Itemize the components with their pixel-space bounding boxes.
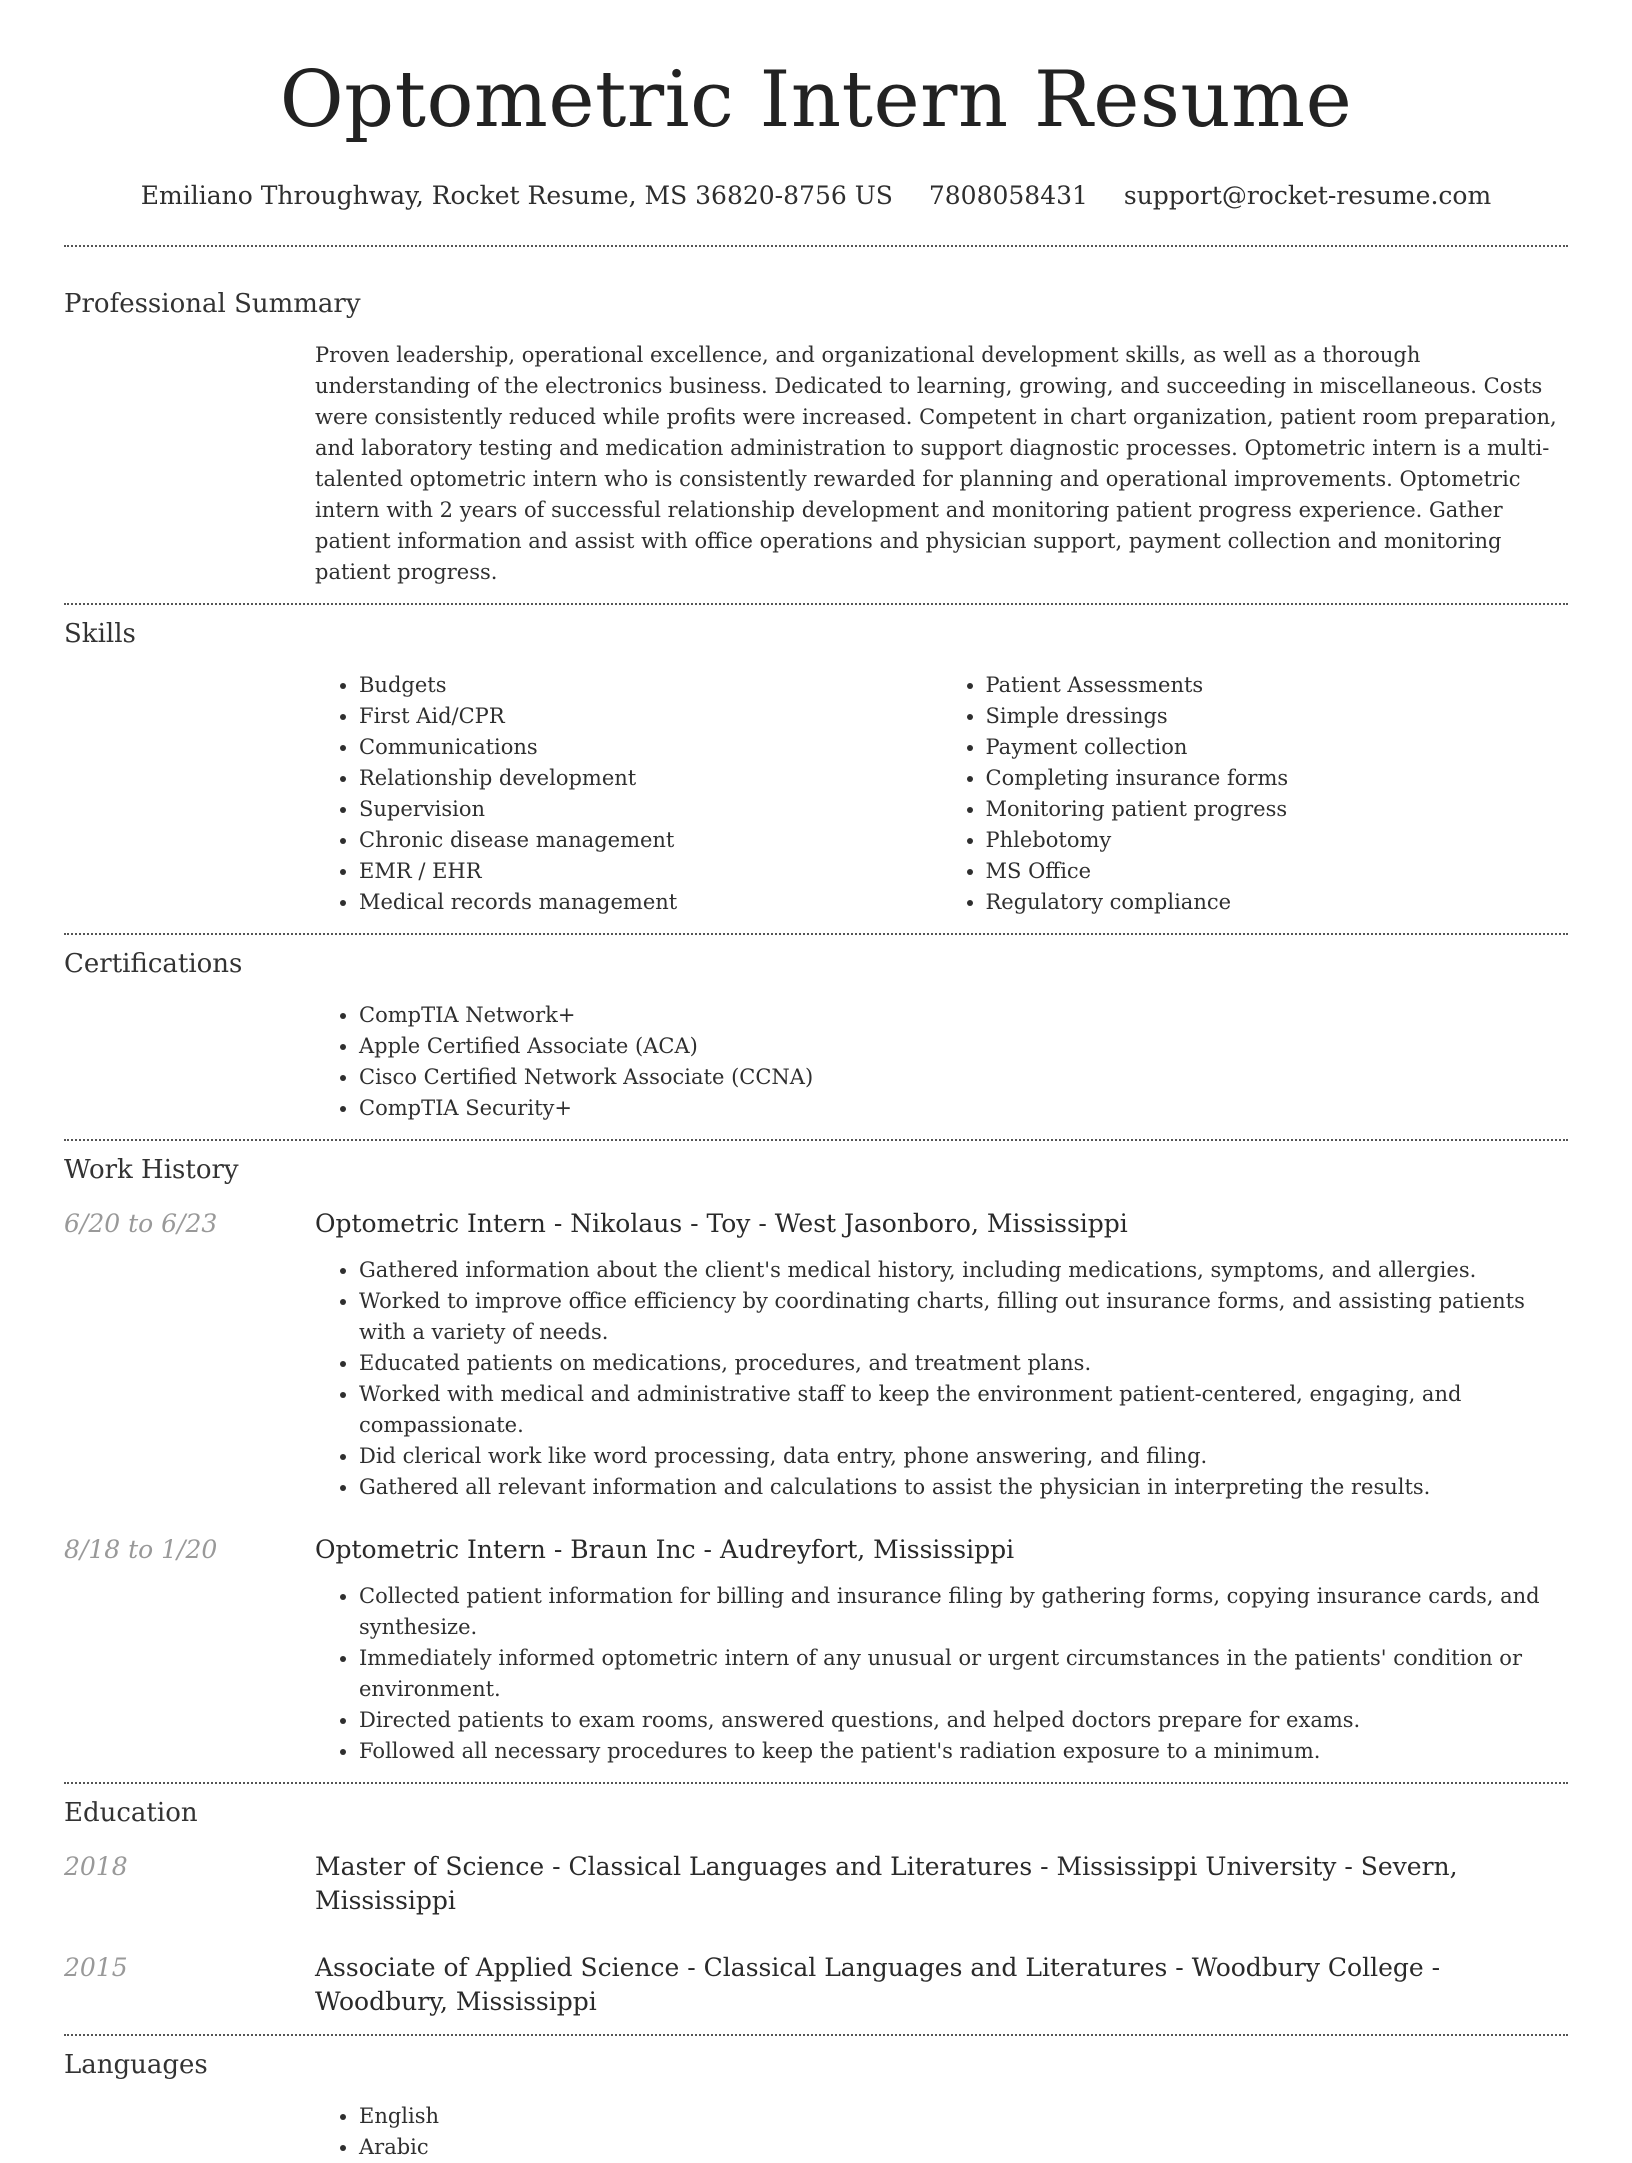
duty-item: • Educated patients on medications, procedures, and treatment plans. [359,1348,1568,1379]
skill-item: • Simple dressings [986,701,1569,732]
duty-item: • Worked with medical and administrative staff to keep the environment patient-centered, engaging, and compassionate. [359,1379,1568,1441]
summary-block [315,340,1568,588]
skill-item: • EMR / EHR [359,856,942,887]
duty-item: • Gathered all relevant information and calculations to assist the physician in interpreting the results. [359,1472,1568,1503]
skill-item: • Relationship development [359,763,942,794]
certifications-list [315,1000,1568,1124]
education-entry [64,1951,1568,2019]
job-duties [315,1255,1568,1503]
certification-item: • CompTIA Security+ [359,1093,1568,1124]
contact-address: Emiliano Throughway, Rocket Resume, MS 36820-8756 US [140,181,893,210]
education-entry-body [315,1850,1568,1918]
skill-item: • Regulatory compliance [986,887,1569,918]
section-heading-certifications: Certifications [64,949,243,979]
education-year: 2015 [64,1953,128,1982]
duty-item: • Immediately informed optometric intern of any unusual or urgent circumstances in the patients' condition or environment. [359,1643,1568,1705]
duty-item: • Followed all necessary procedures to keep the patient's radiation exposure to a minimum. [359,1736,1568,1767]
divider [64,245,1568,247]
work-entry-body [315,1533,1568,1767]
education-entry [64,1850,1568,1918]
skill-item: • Supervision [359,794,942,825]
contact-email: support@rocket-resume.com [1123,181,1492,210]
language-item: • English [359,2101,1568,2132]
degree-title: Associate of Applied Science - Classical Languages and Literatures - Woodbury College - Woodbury, Mississippi [315,1953,1441,2016]
languages-block [315,2101,1568,2163]
skills-grid [315,670,1568,918]
duty-item: • Gathered information about the client's medical history, including medications, symptoms, and allergies. [359,1255,1568,1286]
skill-item: • Phlebotomy [986,825,1569,856]
divider [64,1782,1568,1784]
duty-item: • Worked to improve office efficiency by coordinating charts, filling out insurance forms, and assisting patients with a variety of needs. [359,1286,1568,1348]
section-heading-skills: Skills [64,619,136,649]
section-heading-summary: Professional Summary [64,289,361,319]
section-heading-work: Work History [64,1155,239,1185]
skills-column-right [942,670,1569,918]
job-duties [315,1581,1568,1767]
certifications-block [315,1000,1568,1124]
section-heading-education: Education [64,1798,198,1828]
language-item: • Arabic [359,2132,1568,2163]
resume-page [64,0,1568,2163]
education-entry-body [315,1951,1568,2019]
skill-item: • Medical records management [359,887,942,918]
resume-title: Optometric Intern Resume [279,55,1353,145]
duty-item: • Directed patients to exam rooms, answered questions, and helped doctors prepare for exams. [359,1705,1568,1736]
divider [64,933,1568,935]
divider [64,603,1568,605]
work-entry [64,1533,1568,1767]
skill-item: • First Aid/CPR [359,701,942,732]
contact-line [64,180,1568,212]
work-entry [64,1207,1568,1503]
summary-text: Proven leadership, operational excellence, and organizational development skills, as well as a thorough understanding of the electronics business. Dedicated to learning, growing, and succeeding in miscellaneous. Costs were consistently reduced while profits were increased. Competent in chart organization, patient room preparation, and laboratory testing and medication administration to support diagnostic processes. Optometric intern is a multi-talented optometric intern who is consistently rewarded for planning and operational improvements. Optometric intern with 2 years of successful relationship development and monitoring patient progress experience. Gather patient information and assist with office operations and physician support, payment collection and monitoring patient progress. [315,343,1557,584]
divider [64,1139,1568,1141]
skill-item: • Communications [359,732,942,763]
section-heading-languages: Languages [64,2050,208,2080]
languages-list [315,2101,1568,2163]
skill-item: • Budgets [359,670,942,701]
skill-item: • Completing insurance forms [986,763,1569,794]
work-dates: 8/18 to 1/20 [64,1535,218,1564]
divider [64,2034,1568,2036]
skill-item: • Monitoring patient progress [986,794,1569,825]
skill-item: • Payment collection [986,732,1569,763]
work-dates: 6/20 to 6/23 [64,1209,218,1238]
job-title: Optometric Intern - Braun Inc - Audreyfort, Mississippi [315,1535,1015,1564]
skills-column-left [315,670,942,918]
skill-item: • MS Office [986,856,1569,887]
skill-item: • Chronic disease management [359,825,942,856]
job-title: Optometric Intern - Nikolaus - Toy - West Jasonboro, Mississippi [315,1209,1128,1238]
work-entry-body [315,1207,1568,1503]
certification-item: • CompTIA Network+ [359,1000,1568,1031]
certification-item: • Apple Certified Associate (ACA) [359,1031,1568,1062]
degree-title: Master of Science - Classical Languages and Literatures - Mississippi University - Severn, Mississippi [315,1852,1458,1915]
duty-item: • Did clerical work like word processing, data entry, phone answering, and filing. [359,1441,1568,1472]
duty-item: • Collected patient information for billing and insurance filing by gathering forms, copying insurance cards, and synthesize. [359,1581,1568,1643]
contact-phone: 7808058431 [928,181,1088,210]
certification-item: • Cisco Certified Network Associate (CCNA) [359,1062,1568,1093]
education-year: 2018 [64,1852,128,1881]
skill-item: • Patient Assessments [986,670,1569,701]
